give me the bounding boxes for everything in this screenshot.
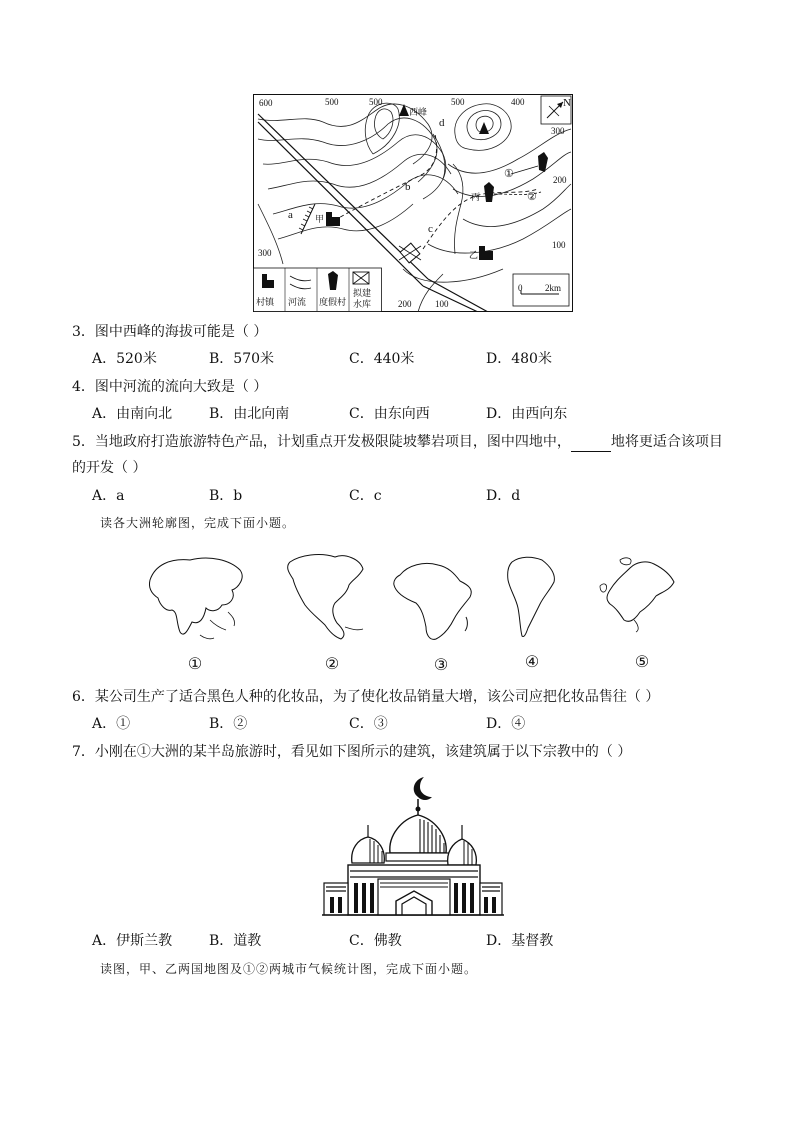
place-bing-label: 丙 (471, 193, 481, 203)
question-5-option-d[interactable]: D．d (486, 488, 521, 504)
question-6-option-d[interactable]: D．④ (486, 716, 526, 732)
question-5-stem-line1 (72, 432, 723, 452)
legend-reservoir-label-1: 拟建 (353, 289, 372, 299)
question-3-stem: 3．图中西峰的海拔可能是（ ） (72, 324, 268, 340)
contour-label-600: 600 (259, 98, 273, 108)
question-7-option-b[interactable]: B．道教 (209, 933, 262, 949)
continent-4-label: ④ (524, 652, 540, 671)
question-4-stem: 4．图中河流的流向大致是（ ） (72, 379, 268, 395)
question-6-option-b[interactable]: B．② (209, 716, 248, 732)
question-5-stem-pre: 5．当地政府打造旅游特色产品，计划重点开发极限陡坡攀岩项目，图中四地中， (72, 434, 571, 450)
continent-5-label: ⑤ (634, 652, 650, 671)
north-label: N (563, 97, 571, 109)
point-d-label: d (439, 117, 445, 129)
question-5-stem-post: 地将更适合该项目 (610, 434, 723, 450)
place-yi-label: 乙 (469, 251, 479, 261)
intro-continents: 读各大洲轮廓图，完成下面小题。 (100, 516, 296, 530)
point-a-label: a (288, 209, 293, 221)
question-5-option-b[interactable]: B．b (209, 488, 243, 504)
scale-dist-label: 2km (545, 283, 562, 293)
question-5-option-c[interactable]: C．c (349, 488, 382, 504)
legend-reservoir-icon (353, 272, 369, 284)
mosque-illustration (322, 773, 504, 918)
south-america-outline (502, 550, 562, 642)
question-5-stem-line2: 的开发（ ） (72, 460, 147, 476)
question-5-option-a[interactable]: A．a (92, 488, 125, 504)
question-6-option-a[interactable]: A．① (92, 716, 131, 732)
question-3-option-b[interactable]: B．570米 (209, 351, 275, 367)
continent-3-label: ③ (433, 655, 449, 674)
place-jia-label: 甲 (315, 215, 325, 225)
question-7-stem: 7．小刚在①大洲的某半岛旅游时，看见如下图所示的建筑，该建筑属于以下宗教中的（ ） (72, 744, 632, 760)
intro-climate: 读图，甲、乙两国地图及①②两城市气候统计图，完成下面小题。 (100, 962, 478, 976)
legend-reservoir-label-2: 水库 (353, 300, 372, 310)
north-america-outline (275, 547, 375, 647)
contour-label-300-w: 300 (258, 248, 272, 258)
question-3-option-c[interactable]: C．440米 (349, 351, 415, 367)
question-4-option-b[interactable]: B．由北向南 (209, 406, 290, 422)
question-4-option-d[interactable]: D．由西向东 (486, 406, 568, 422)
question-4-option-a[interactable]: A．由南向北 (92, 406, 173, 422)
circled-1-label: ① (504, 168, 514, 180)
europe-outline (590, 550, 680, 635)
question-6-stem: 6．某公司生产了适合黑色人种的化妆品，为了使化妆品销量大增，该公司应把化妆品售往（ ） (72, 689, 660, 705)
question-7-option-d[interactable]: D．基督教 (486, 933, 554, 949)
point-c-label: c (428, 223, 433, 235)
contour-label-400: 400 (511, 97, 525, 107)
continent-2-label: ② (324, 654, 340, 673)
asia-outline (140, 550, 250, 645)
scale-zero-label: 0 (518, 283, 523, 293)
question-6-option-c[interactable]: C．③ (349, 716, 388, 732)
question-4-option-c[interactable]: C．由东向西 (349, 406, 430, 422)
question-7-option-a[interactable]: A．伊斯兰教 (92, 933, 173, 949)
contour-label-300-e: 300 (551, 126, 565, 136)
circled-2-label: ② (527, 191, 537, 203)
west-peak-label: 西峰 (409, 108, 428, 118)
africa-outline (388, 555, 478, 643)
contour-label-500-b: 500 (369, 97, 383, 107)
legend-resort-label: 度假村 (319, 298, 347, 308)
contour-label-200-s: 200 (398, 299, 412, 309)
contour-label-100-e: 100 (552, 240, 566, 250)
legend-village-label: 村镇 (256, 298, 275, 308)
question-7-option-c[interactable]: C．佛教 (349, 933, 402, 949)
legend-river-label: 河流 (288, 298, 307, 308)
continent-1-label: ① (187, 654, 203, 673)
question-3-option-d[interactable]: D．480米 (486, 351, 552, 367)
question-3-option-a[interactable]: A．520米 (92, 351, 157, 367)
question-5-blank[interactable] (571, 437, 611, 452)
contour-label-200-e: 200 (553, 175, 567, 185)
point-b-label: b (405, 181, 411, 193)
contour-map (253, 94, 573, 312)
contour-label-100-s: 100 (435, 299, 449, 309)
contour-label-500-a: 500 (325, 97, 339, 107)
contour-label-500-c: 500 (451, 97, 465, 107)
